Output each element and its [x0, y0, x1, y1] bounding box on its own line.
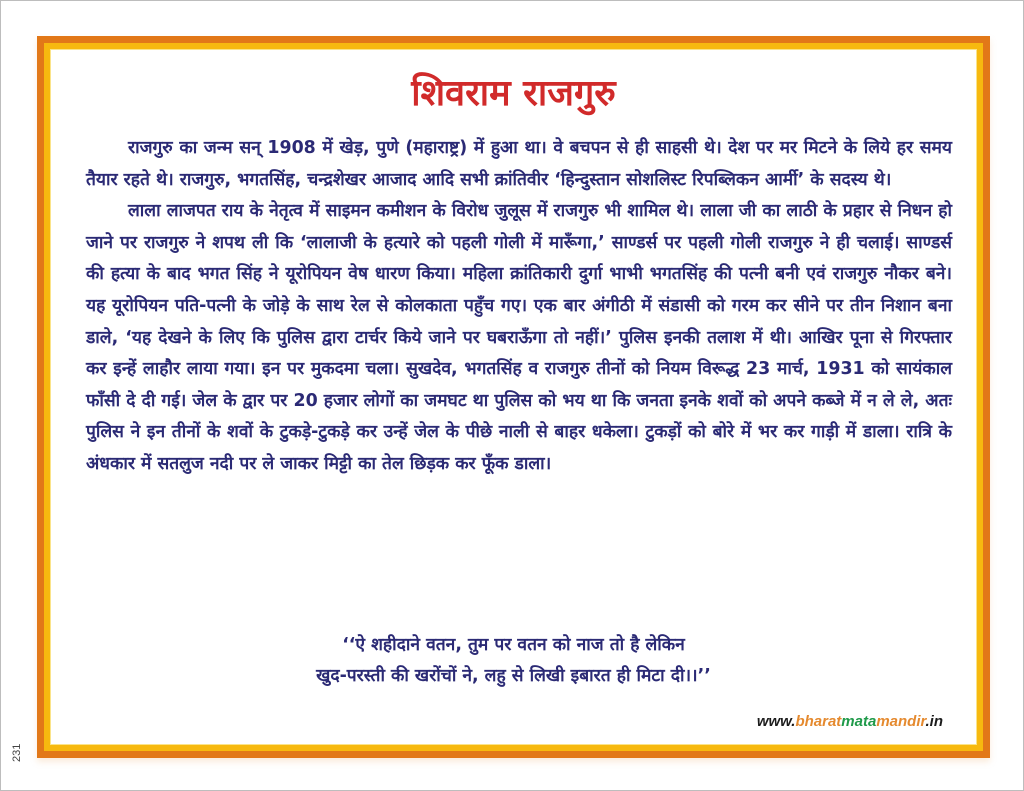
poem-quote — [50, 630, 977, 692]
page-number: 231 — [11, 743, 23, 762]
article-body — [86, 133, 952, 481]
content-panel — [50, 49, 977, 745]
website-link[interactable] — [757, 713, 943, 730]
website-part-mata: mata — [841, 713, 877, 730]
website-part-bharat: bharat — [795, 713, 842, 730]
quote-line-1: ‘‘ऐ शहीदाने वतन, तुम पर वतन को नाज तो है लेकिन — [342, 635, 685, 655]
decorative-border-yellow — [44, 43, 983, 751]
website-prefix: www. — [756, 713, 796, 730]
website-tld: .in — [925, 713, 943, 730]
quote-line-2: खुद-परस्ती की खरोंचों ने, लहु से लिखी इबारत ही मिटा दी।।’’ — [316, 666, 711, 686]
website-part-mandir: mandir — [876, 713, 926, 730]
page-title: शिवराम राजगुरु — [411, 73, 616, 114]
decorative-border-orange — [37, 36, 990, 758]
paragraph-2: लाला लाजपत राय के नेतृत्व में साइमन कमीशन के विरोध जुलूस में राजगुरु भी शामिल थे। लाला जी का लाठी के प्रहार से निधन हो जाने पर राजगुरु ने शपथ ली कि ‘लालाजी के हत्यारे को पहली गोली में मारूँगा,’ साण्डर्स पर पहली गोली राजगुरु ने ही चलाई। साण्डर्स की हत्या के बाद भगत सिंह ने यूरोपियन वेष धारण किया। महिला क्रांतिकारी दुर्गा भाभी भगतसिंह की पत्नी बनी एवं राजगुरु नौकर बने। यह यूरोपियन पति-पत्नी के जोड़े के साथ रेल से कोलकाता पहुँच गए। एक बार अंगीठी में संडासी को गरम कर सीने पर तीन निशान बना डाले, ‘यह देखने के लिए कि पुलिस द्वारा टार्चर किये जाने पर घबराऊँगा तो नहीं।’ पुलिस इनकी तलाश में थी। आखिर पूना से गिरफ्तार कर इन्हें लाहौर लाया गया। इन पर मुकदमा चला। सुखदेव, भगतसिंह व राजगुरु तीनों को नियम विरूद्ध 23 मार्च, 1931 को सायंकाल फाँसी दे दी गई। जेल के द्वार पर 20 हजार लोगों का जमघट था पुलिस को भय था कि जनता इनके शवों को अपने कब्जे में न ले ले, अतः पुलिस ने इन तीनों के शवों के टुकड़े-टुकड़े कर उन्हें जेल के पीछे नाली से बाहर धकेला। टुकड़ों को बोरे में भर कर गाड़ी में डाला। रात्रि के अंधकार में सतलुज नदी पर ले जाकर मिट्टी का तेल छिड़क कर फूँक डाला। — [86, 201, 952, 474]
paragraph-1: राजगुरु का जन्म सन् 1908 में खेड़, पुणे (महाराष्ट्र) में हुआ था। वे बचपन से ही साहसी थे। देश पर मर मिटने के लिये हर समय तैयार रहते थे। राजगुरु, भगतसिंह, चन्द्रशेखर आजाद आदि सभी क्रांतिवीर ‘हिन्दुस्तान सोशलिस्ट रिपब्लिकन आर्मी’ के सदस्य थे। — [86, 138, 952, 190]
